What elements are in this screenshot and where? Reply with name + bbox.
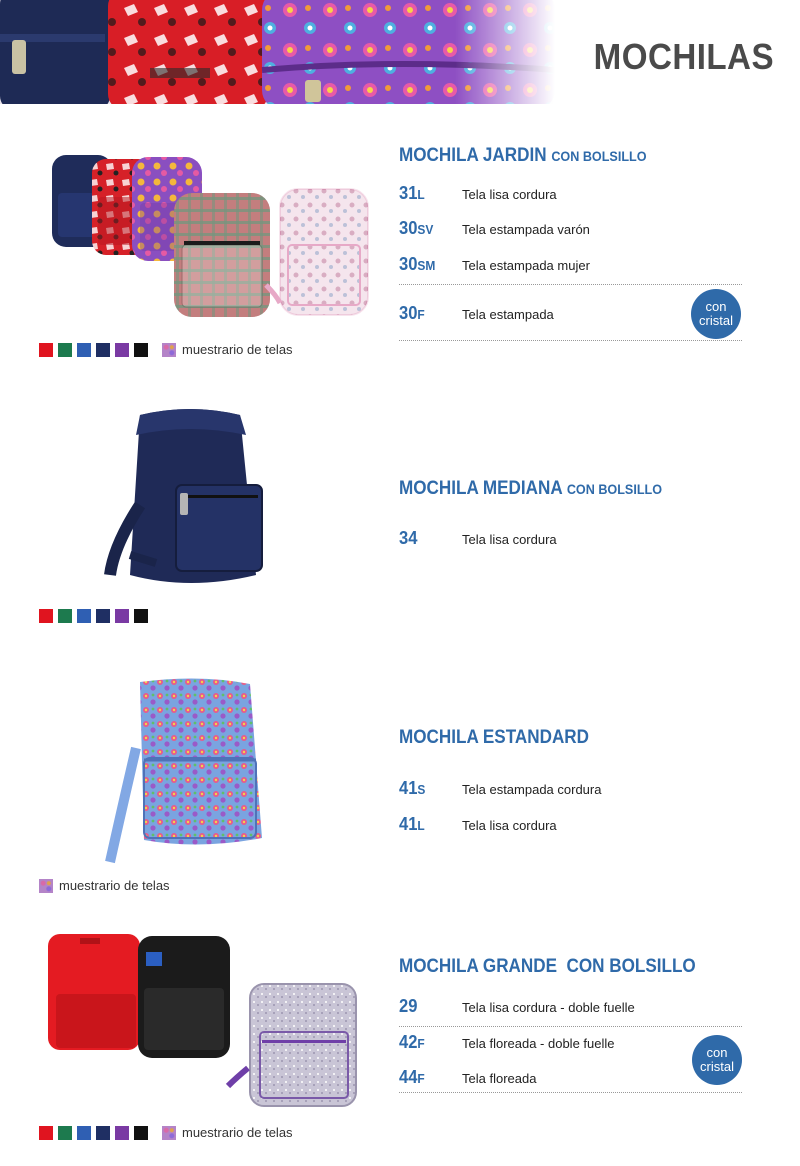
swatch-navy[interactable] [96,609,110,623]
swatch-navy[interactable] [96,343,110,357]
divider [399,1026,742,1027]
variant-desc: Tela lisa cordura [462,532,557,547]
swatch-blue[interactable] [77,1126,91,1140]
variant-row [399,254,742,278]
swatch-purple[interactable] [115,1126,129,1140]
swatch-purple[interactable] [115,609,129,623]
fabric-sample[interactable] [162,1125,293,1140]
fabric-sample[interactable] [39,878,170,893]
variant-desc: Tela estampada mujer [462,258,590,273]
swatch-red[interactable] [39,343,53,357]
variant-code: 29 [399,996,418,1016]
swatch-green[interactable] [58,343,72,357]
mediana-backpack-image [100,405,280,595]
product-title [399,478,662,500]
fabric-sample[interactable] [162,342,293,357]
swatch-green[interactable] [58,609,72,623]
variant-code: 31L [399,183,425,203]
divider [399,284,742,285]
badge-line2: cristal [700,1059,734,1074]
fabric-sample-icon [39,879,53,893]
variant-desc: Tela estampada [462,307,554,322]
fabric-sample-label: muestrario de telas [182,1125,293,1140]
con-cristal-badge [692,1035,742,1085]
variant-row [399,1067,742,1091]
variant-code: 30F [399,303,425,323]
product-title [399,727,589,749]
variant-row [399,528,742,552]
badge-line1: con [706,1045,728,1060]
swatch-black[interactable] [134,609,148,623]
product-title-sub: CON BOLSILLO [551,148,647,164]
divider [399,1092,742,1093]
variant-desc: Tela estampada cordura [462,782,602,797]
variant-row [399,1032,742,1056]
color-swatches [39,1125,293,1140]
badge-line1: con [705,299,727,314]
variant-row [399,814,742,838]
variant-code: 34 [399,528,418,548]
swatch-green[interactable] [58,1126,72,1140]
swatch-red[interactable] [39,1126,53,1140]
swatch-blue[interactable] [77,609,91,623]
variant-code: 44F [399,1067,425,1087]
product-title [399,956,696,978]
swatch-black[interactable] [134,343,148,357]
variant-code: 41S [399,778,426,798]
swatch-purple[interactable] [115,343,129,357]
color-swatches [39,878,170,893]
variant-code: 30SM [399,254,436,274]
swatch-blue[interactable] [77,343,91,357]
grande-backpacks-image [44,928,364,1112]
variant-row [399,183,742,207]
product-title-sub: CON BOLSILLO [566,481,663,497]
variant-row [399,778,742,802]
variant-code: 42F [399,1032,425,1052]
swatch-red[interactable] [39,609,53,623]
estandard-backpack-image [100,678,280,868]
fabric-sample-label: muestrario de telas [59,878,170,893]
swatch-black[interactable] [134,1126,148,1140]
fabric-sample-icon [162,343,176,357]
jardin-backpacks-image [40,145,380,325]
variant-code: 30SV [399,218,434,238]
product-title-main: MOCHILA ESTANDARD [399,727,589,748]
product-title-main: MOCHILA JARDIN [399,145,547,166]
swatch-navy[interactable] [96,1126,110,1140]
variant-desc: Tela estampada varón [462,222,590,237]
variant-code: 41L [399,814,425,834]
variant-desc: Tela lisa cordura [462,187,557,202]
color-swatches [39,609,153,623]
fabric-sample-icon [162,1126,176,1140]
variant-desc: Tela lisa cordura - doble fuelle [462,1000,635,1015]
variant-desc: Tela floreada [462,1071,537,1086]
product-title [399,145,647,167]
product-title-main: MOCHILA MEDIANA [399,478,563,499]
variant-row [399,996,742,1020]
color-swatches [39,342,293,357]
variant-row [399,218,742,242]
product-title-main: MOCHILA GRANDE CON BOLSILLO [399,956,696,977]
badge-line2: cristal [699,313,733,328]
con-cristal-badge [691,289,741,339]
variant-desc: Tela lisa cordura [462,818,557,833]
divider [399,340,742,341]
variant-desc: Tela floreada - doble fuelle [462,1036,615,1051]
page-title: MOCHILAS [593,36,774,77]
header-banner [0,0,800,104]
fabric-sample-label: muestrario de telas [182,342,293,357]
backpacks-banner-image [0,0,555,104]
